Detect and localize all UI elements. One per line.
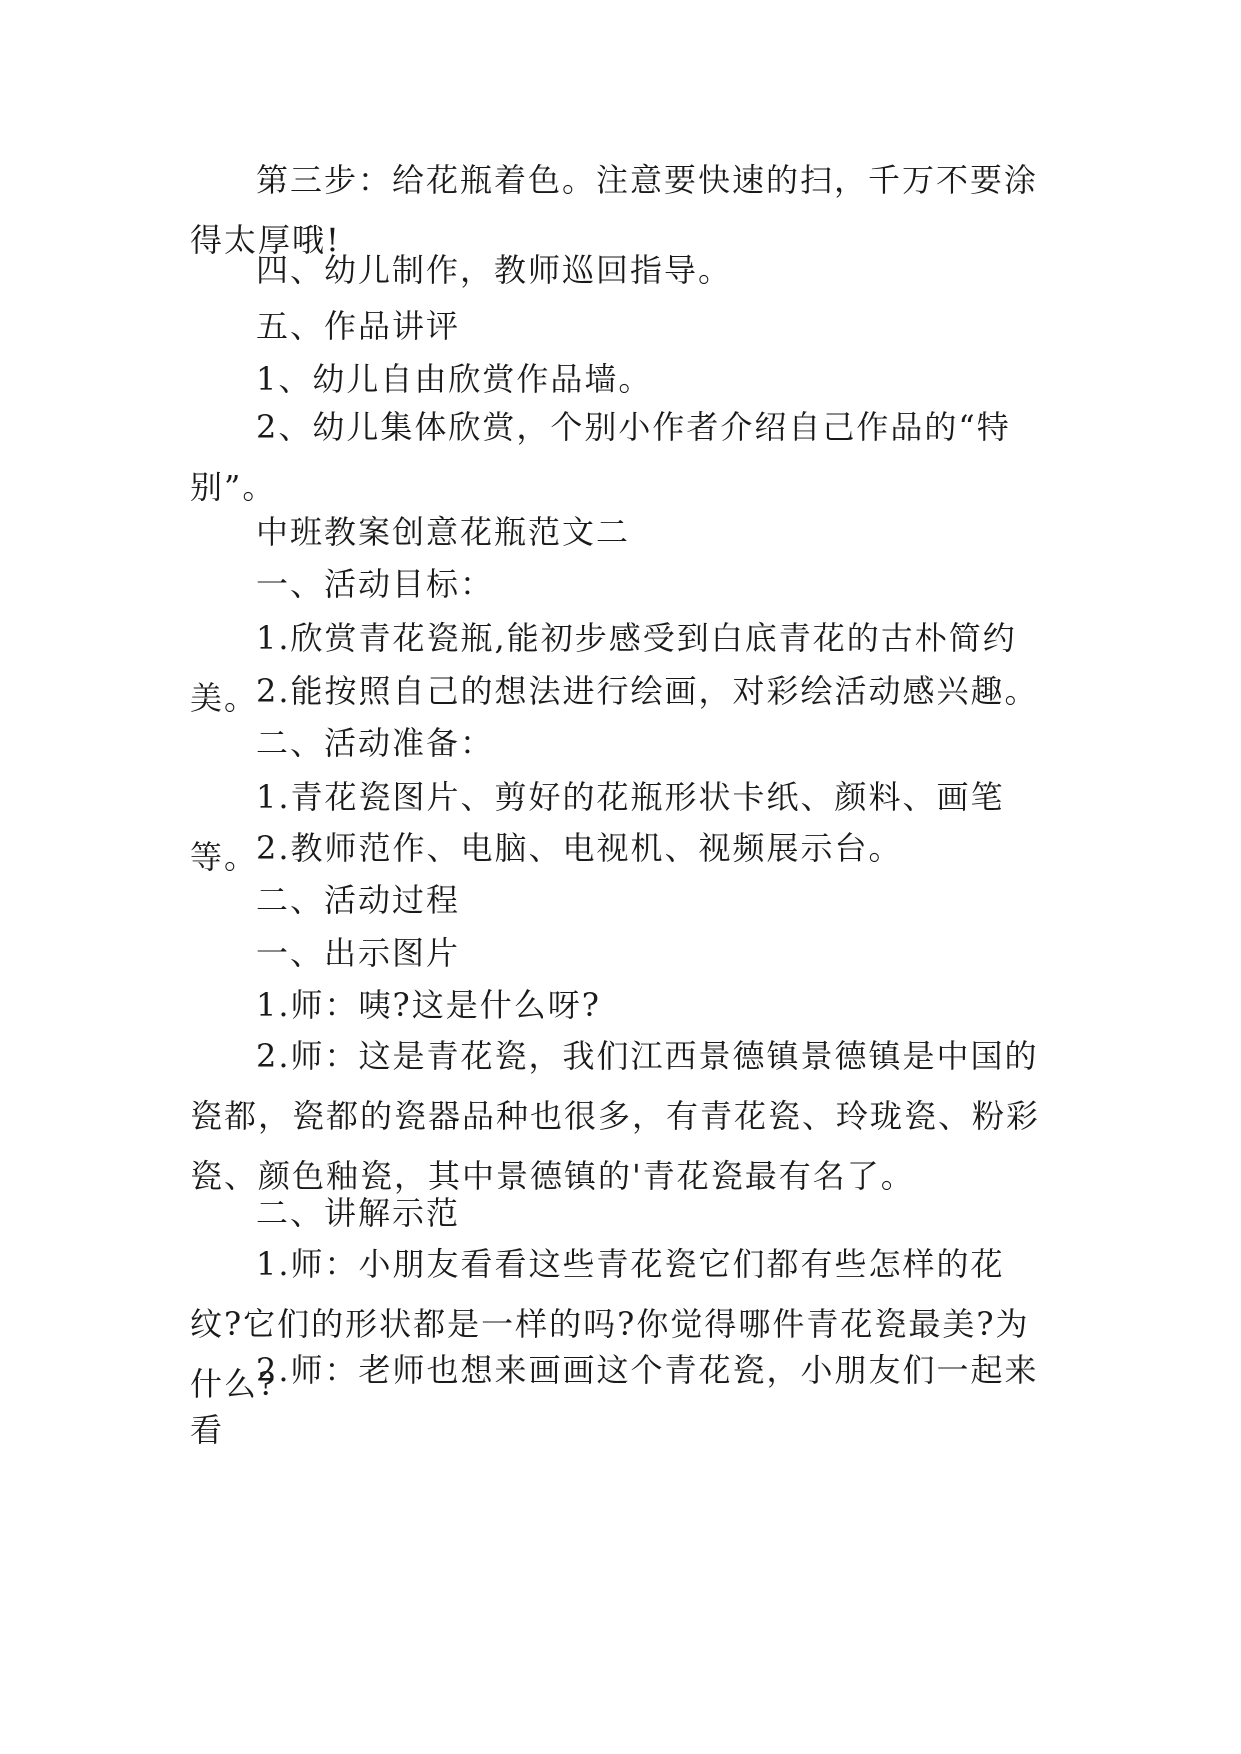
section-heading-sample-two: 中班教案创意花瓶范文二 (256, 513, 631, 551)
heading-activity-process: 二、活动过程 (256, 881, 461, 919)
goal-item-1: 1.欣赏青花瓷瓶,能初步感受到白底青花的古朴简约美。 (190, 619, 1017, 717)
preparation-item-2: 2.教师范作、电脑、电视机、视频展示台。 (256, 829, 903, 867)
heading-activity-goals: 一、活动目标： (256, 565, 495, 603)
process-item-2: 2.师：这是青花瓷，我们江西景德镇景德镇是中国的瓷都，瓷都的瓷器品种也很多，有青花瓷、玲珑瓷、粉彩瓷、颜色釉瓷，其中景德镇的'青花瓷最有名了。 (190, 1037, 1041, 1195)
process-item-1: 1.师：咦?这是什么呀? (256, 986, 601, 1024)
paragraph-section-five: 五、作品讲评 (256, 307, 461, 345)
goal-item-2: 2.能按照自己的想法进行绘画，对彩绘活动感兴趣。 (256, 672, 1039, 710)
heading-activity-preparation: 二、活动准备： (256, 724, 495, 762)
preparation-item-1: 1.青花瓷图片、剪好的花瓶形状卡纸、颜料、画笔等。 (190, 778, 1005, 876)
paragraph-item-2: 2、幼儿集体欣赏，个别小作者介绍自己作品的“特别”。 (190, 408, 1011, 506)
demonstrate-item-1: 1.师：小朋友看看这些青花瓷它们都有些怎样的花纹?它们的形状都是一样的吗?你觉得哪件青花瓷最美?为什么? (190, 1245, 1030, 1403)
heading-explain-demonstrate: 二、讲解示范 (256, 1194, 461, 1232)
paragraph-section-four: 四、幼儿制作，教师巡回指导。 (256, 251, 733, 289)
paragraph-step-three: 第三步：给花瓶着色。注意要快速的扫，千万不要涂得太厚哦! (190, 161, 1039, 259)
heading-show-pictures: 一、出示图片 (256, 934, 461, 972)
paragraph-item-1: 1、幼儿自由欣赏作品墙。 (256, 360, 653, 398)
demonstrate-item-2: 2.师：老师也想来画画这个青花瓷，小朋友们一起来看 (190, 1351, 1039, 1449)
